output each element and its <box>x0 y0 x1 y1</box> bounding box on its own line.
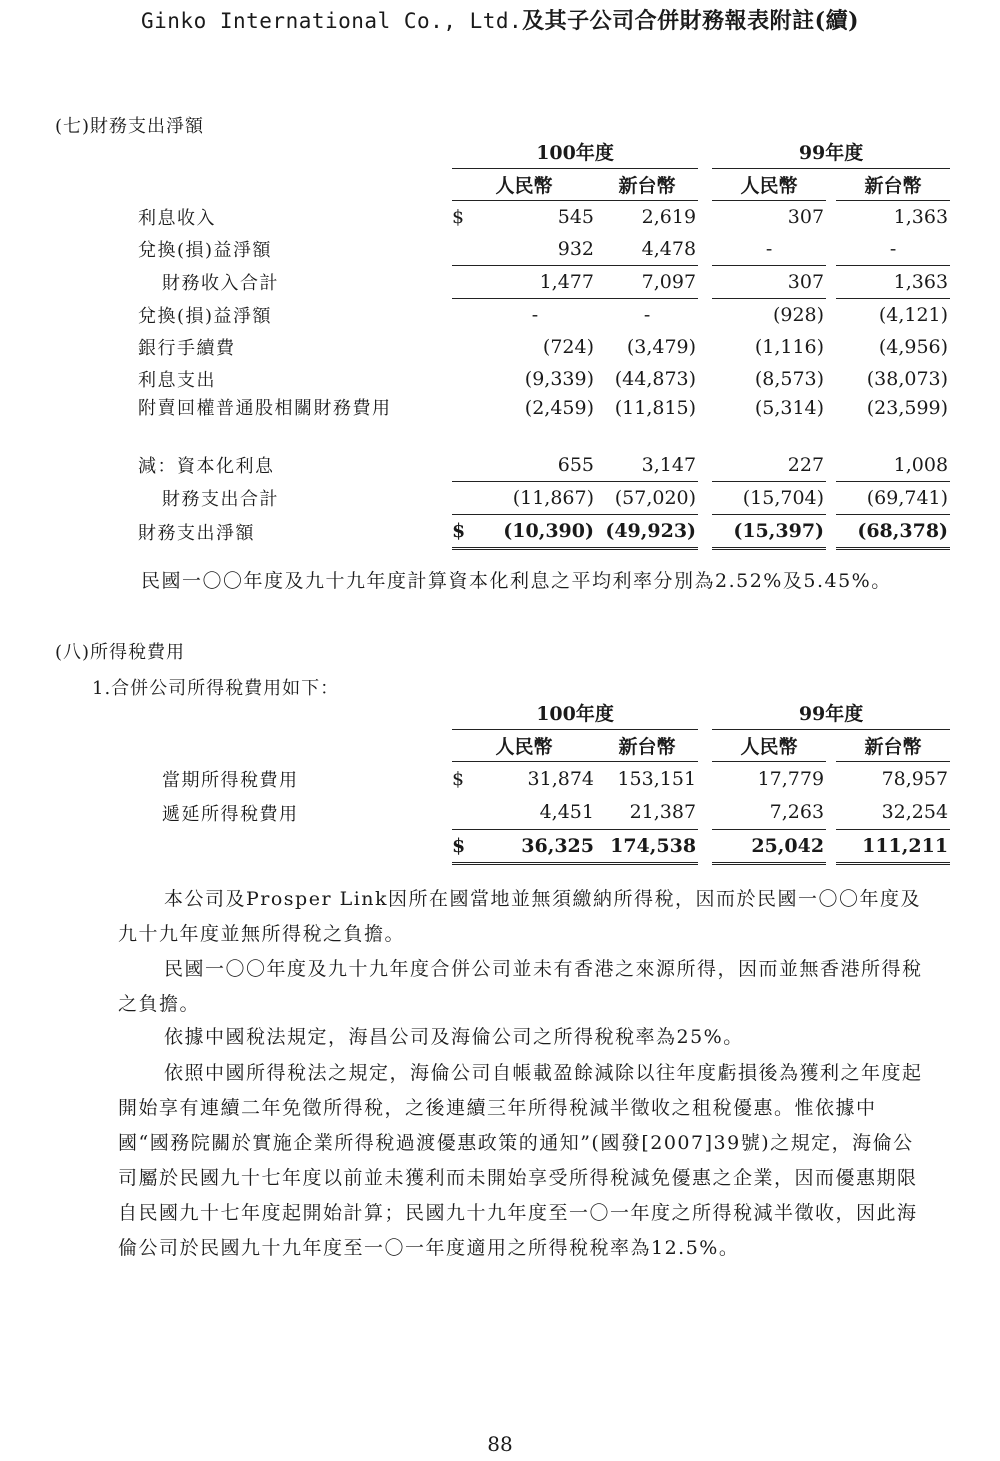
currency-header: 新台幣 <box>836 168 950 201</box>
capitalized-interest-note: 民國一〇〇年度及九十九年度計算資本化利息之平均利率分別為2.52%及5.45%。 <box>141 570 892 592</box>
tax-paragraph: 依據中國稅法規定，海昌公司及海倫公司之所得稅稅率為25%。 <box>164 1026 744 1048</box>
cell-value: (4,121) <box>878 304 949 326</box>
cell-value: (928) <box>772 304 825 326</box>
row-label: 財務收入合計 <box>162 273 279 294</box>
cell-value: (38,073) <box>866 368 949 390</box>
year-header-99: 99年度 <box>712 697 950 729</box>
year-header-99: 99年度 <box>712 136 950 168</box>
cell-value: 174,538 <box>596 830 698 864</box>
cell-value: (8,573) <box>754 368 825 390</box>
cell-value: (49,923) <box>596 515 698 549</box>
cell-value: 36,325 <box>474 830 596 864</box>
row-label: 兌換(損)益淨額 <box>138 305 273 327</box>
cell-value: (3,479) <box>626 336 697 358</box>
cell-value: 545 <box>557 206 594 228</box>
cell-value: 227 <box>712 449 826 482</box>
currency-symbol: $ <box>452 767 465 790</box>
table-row <box>138 363 950 395</box>
table-row <box>138 762 950 796</box>
table-row <box>138 515 950 549</box>
cell-value: 111,211 <box>836 830 950 864</box>
row-label <box>138 830 452 864</box>
row-label: 利息支出 <box>138 370 216 391</box>
row-label: 銀行手續費 <box>138 338 236 359</box>
cell-value: 153,151 <box>617 767 697 790</box>
currency-header: 人民幣 <box>452 729 596 762</box>
cell-value: (724) <box>542 336 594 358</box>
cell-value: - <box>712 233 826 266</box>
cell-value: 1,008 <box>836 449 950 482</box>
cell-value: 655 <box>474 449 596 482</box>
cell-value: - <box>531 304 539 326</box>
row-label: 附賣回權普通股相關財務費用 <box>138 398 392 419</box>
tax-paragraph: 民國一〇〇年度及九十九年度合併公司並未有香港之來源所得，因而並無香港所得稅之負擔。 <box>118 958 923 1015</box>
income-tax-table <box>138 697 950 865</box>
currency-header-row <box>138 168 950 201</box>
currency-header: 新台幣 <box>596 729 698 762</box>
cell-value: 307 <box>712 266 826 299</box>
tax-paragraph: 依照中國所得稅法之規定，海倫公司自帳載盈餘減除以往年度虧損後為獲利之年度起開始享有連續二年免徵所得稅，之後連續三年所得稅減半徵收之租稅優惠。惟依據中國“國務院關於實施企業所得稅過渡優惠政策的通知”(國發[2007]39號)之規定，海倫公司屬於民國九十七年度以前並未獲利而未開始享受所得稅減免優惠之企業，因而優惠期限自民國九十七年度起開始計算；民國九十九年度至一〇一年度之所得稅減半徵收，因此海倫公司於民國九十九年度至一〇一年度適用之所得稅稅率為12.5%。 <box>118 1062 923 1259</box>
cell-value: (5,314) <box>754 397 825 419</box>
currency-header-row <box>138 729 950 762</box>
table-row <box>138 395 950 449</box>
cell-value: (1,116) <box>754 336 825 358</box>
table-row <box>138 299 950 332</box>
table-row <box>138 266 950 299</box>
cell-value: (10,390) <box>474 515 596 549</box>
row-label: 利息收入 <box>138 207 216 229</box>
cell-value: (2,459) <box>524 397 594 419</box>
cell-value: 3,147 <box>596 449 698 482</box>
year-header-100: 100年度 <box>452 136 698 168</box>
table-row <box>138 830 950 864</box>
cell-value: (9,339) <box>524 368 594 390</box>
header-title: 及其子公司合併財務報表附註(續) <box>522 8 859 34</box>
cell-value: (11,815) <box>614 397 697 419</box>
table-row <box>138 201 950 234</box>
cell-value: 1,477 <box>474 266 596 299</box>
currency-header: 人民幣 <box>452 168 596 201</box>
tax-paragraph: 本公司及Prosper Link因所在國當地並無須繳納所得稅，因而於民國一〇〇年度及九十九年度並無所得稅之負擔。 <box>118 888 922 945</box>
page-number: 88 <box>487 1432 513 1456</box>
cell-value: (15,704) <box>712 482 826 515</box>
table-row <box>138 449 950 482</box>
section-8-title: (八)所得稅費用 <box>55 642 186 663</box>
section-7-title: (七)財務支出淨額 <box>55 116 205 137</box>
cell-value: (4,956) <box>878 336 949 358</box>
table-row <box>138 482 950 515</box>
cell-value: 25,042 <box>712 830 826 864</box>
row-label: 財務支出合計 <box>162 489 279 510</box>
cell-value: (68,378) <box>836 515 950 549</box>
cell-value: - <box>836 233 950 266</box>
cell-value: 932 <box>474 233 596 266</box>
cell-value: (11,867) <box>474 482 596 515</box>
cell-value: 7,263 <box>712 796 826 830</box>
cell-value: - <box>643 304 651 326</box>
section-8-subtitle: 1.合併公司所得稅費用如下： <box>92 678 340 699</box>
row-label: 減：資本化利息 <box>138 456 275 478</box>
cell-value: (23,599) <box>866 397 949 419</box>
finance-expense-table <box>138 136 950 550</box>
row-label: 兌換(損)益淨額 <box>138 240 273 262</box>
table-row <box>138 331 950 363</box>
table-row <box>138 796 950 830</box>
currency-symbol: $ <box>452 515 474 549</box>
currency-header: 人民幣 <box>712 168 826 201</box>
cell-value: 7,097 <box>596 266 698 299</box>
cell-value: 1,363 <box>836 266 950 299</box>
cell-value: 4,478 <box>596 233 698 266</box>
currency-symbol: $ <box>452 830 474 864</box>
year-header-100: 100年度 <box>452 697 698 729</box>
table-row <box>138 233 950 266</box>
page-header <box>0 4 1000 35</box>
cell-value: (69,741) <box>836 482 950 515</box>
row-label: 財務支出淨額 <box>138 522 255 544</box>
currency-header: 人民幣 <box>712 729 826 762</box>
company-name-en: Ginko International Co., Ltd. <box>141 9 523 33</box>
cell-value: (44,873) <box>614 368 697 390</box>
year-header-row <box>138 136 950 168</box>
cell-value: 21,387 <box>596 796 698 830</box>
cell-value: 1,363 <box>893 206 949 228</box>
cell-value: 4,451 <box>474 796 596 830</box>
cell-value: 78,957 <box>881 767 949 790</box>
cell-value: (15,397) <box>712 515 826 549</box>
cell-value: 307 <box>787 206 825 228</box>
row-label: 當期所得稅費用 <box>162 769 299 791</box>
currency-header: 新台幣 <box>836 729 950 762</box>
cell-value: 32,254 <box>836 796 950 830</box>
currency-header: 新台幣 <box>596 168 698 201</box>
cell-value: 2,619 <box>641 206 697 228</box>
cell-value: 17,779 <box>757 767 825 790</box>
cell-value: (57,020) <box>596 482 698 515</box>
row-label: 遞延所得稅費用 <box>162 803 299 825</box>
cell-value: 31,874 <box>527 767 594 790</box>
year-header-row <box>138 697 950 729</box>
currency-symbol: $ <box>452 206 465 228</box>
